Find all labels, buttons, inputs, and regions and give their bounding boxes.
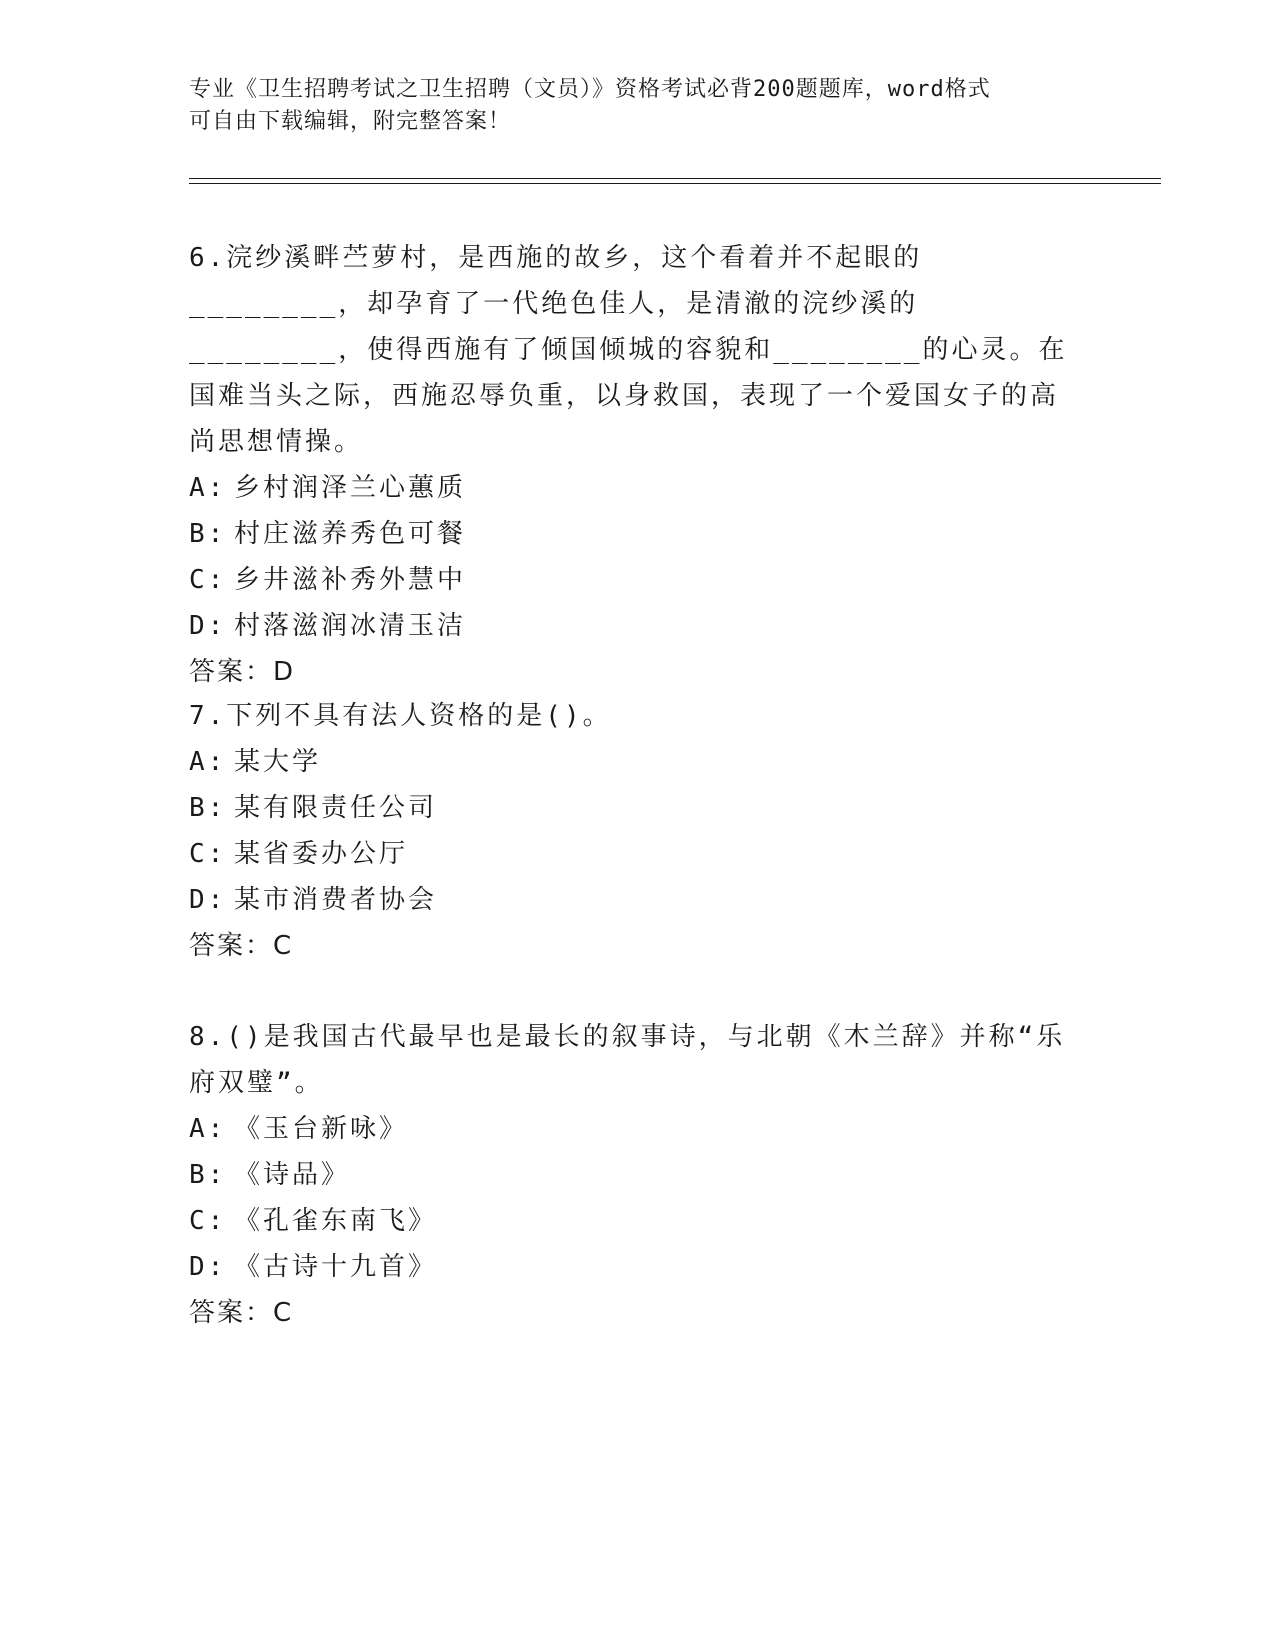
option-c [189, 557, 1069, 603]
header-line-1: 专业《卫生招聘考试之卫生招聘（文员）》资格考试必背200题题库，word格式 [189, 77, 991, 102]
option-text: 村落滋润冰清玉洁 [234, 611, 467, 641]
option-b [189, 1152, 1069, 1198]
option-b [189, 785, 1069, 831]
option-d [189, 603, 1069, 649]
answer-line: 答案：C [189, 1298, 294, 1328]
option-d [189, 1244, 1069, 1290]
option-b [189, 511, 1069, 557]
question-stem: 7.下列不具有法人资格的是()。 [189, 701, 612, 731]
option-key: C: [189, 839, 227, 869]
question-stem: 8.()是我国古代最早也是最长的叙事诗，与北朝《木兰辞》并称“乐府双璧”。 [189, 1022, 1066, 1098]
option-text: 《诗品》 [234, 1160, 351, 1190]
question-7 [189, 693, 1069, 969]
option-key: A: [189, 1114, 227, 1144]
option-key: A: [189, 473, 227, 503]
question-stem: 6.浣纱溪畔苎萝村，是西施的故乡，这个看着并不起眼的________，却孕育了一代绝色佳人，是清澈的浣纱溪的________，使得西施有了倾国倾城的容貌和________的心灵。在国难当头之际，西施忍辱负重，以身救国，表现了一个爱国女子的高尚思想情操。 [189, 243, 1068, 457]
option-c [189, 831, 1069, 877]
option-key: C: [189, 565, 227, 595]
option-text: 某大学 [234, 747, 322, 777]
option-key: D: [189, 885, 227, 915]
option-c [189, 1198, 1069, 1244]
option-key: D: [189, 611, 227, 641]
option-text: 某市消费者协会 [234, 885, 438, 915]
header-divider-bottom [189, 183, 1161, 184]
document-header [189, 74, 1069, 138]
option-text: 《玉台新咏》 [234, 1114, 409, 1144]
header-divider-top [189, 178, 1161, 179]
option-a [189, 1106, 1069, 1152]
answer-line: 答案：C [189, 931, 294, 961]
option-text: 村庄滋养秀色可餐 [234, 519, 467, 549]
question-8 [189, 1014, 1069, 1336]
option-a [189, 465, 1069, 511]
option-key: B: [189, 793, 227, 823]
option-key: D: [189, 1252, 227, 1282]
option-text: 《古诗十九首》 [234, 1252, 438, 1282]
option-key: C: [189, 1206, 227, 1236]
option-text: 某有限责任公司 [234, 793, 438, 823]
option-text: 乡村润泽兰心蕙质 [234, 473, 467, 503]
question-6 [189, 235, 1069, 695]
option-text: 某省委办公厅 [234, 839, 409, 869]
option-key: B: [189, 519, 227, 549]
option-key: A: [189, 747, 227, 777]
option-a [189, 739, 1069, 785]
option-key: B: [189, 1160, 227, 1190]
option-text: 乡井滋补秀外慧中 [234, 565, 467, 595]
option-d [189, 877, 1069, 923]
answer-line: 答案：D [189, 657, 296, 687]
header-line-2: 可自由下载编辑，附完整答案！ [189, 109, 512, 134]
option-text: 《孔雀东南飞》 [234, 1206, 438, 1236]
